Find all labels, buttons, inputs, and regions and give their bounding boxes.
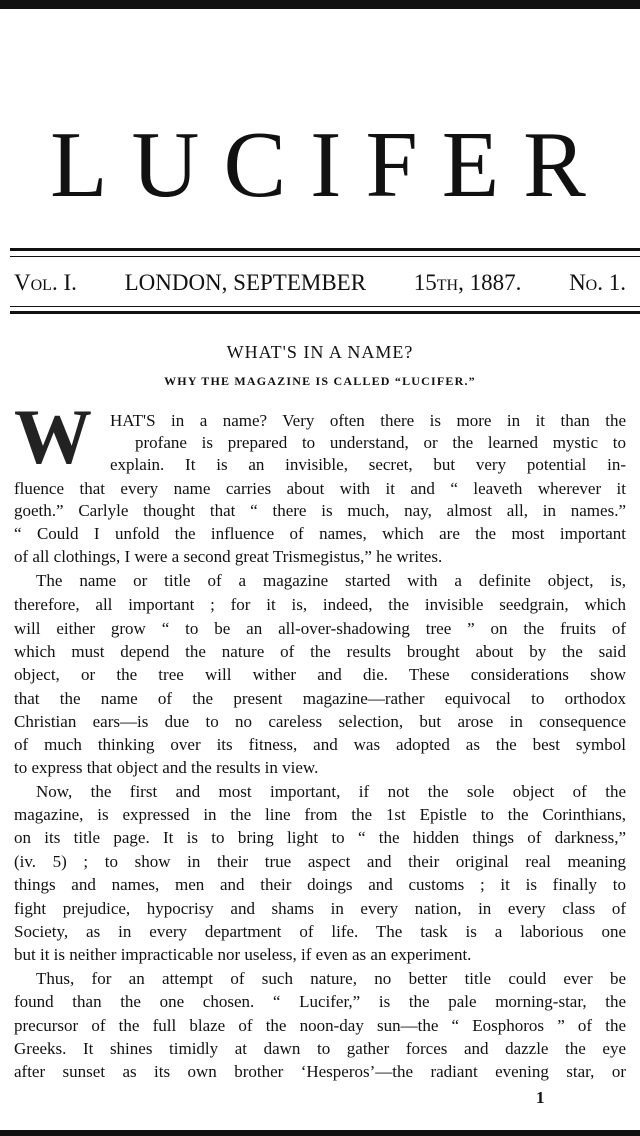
text-line: fight prejudice, hypocrisy and shams in every nation, in every class of	[14, 899, 626, 918]
masthead-title: LUCIFER	[50, 113, 610, 217]
text-line: found than the one chosen. “ Lucifer,” is the pale morning-star, the	[14, 992, 626, 1011]
text-line: precursor of the full blaze of the noon-day sun—the “ Eosphoros ” of the	[14, 1016, 626, 1035]
text-line: to express that object and the results in view.	[14, 758, 319, 777]
text-line: that the name of the present magazine—rather equivocal to orthodox	[14, 689, 626, 708]
top-border	[0, 0, 640, 9]
text-line: fluence that every name carries about with it and “ leaveth wherever it	[14, 479, 626, 498]
page-number: 1	[536, 1088, 545, 1107]
text-line: of much thinking over its fitness, and was adopted as the best symbol	[14, 735, 626, 754]
text-line: profane is prepared to understand, or the learned mystic to	[135, 433, 626, 452]
text-line: Society, as in every department of life. The task is a laborious one	[14, 922, 626, 941]
bottom-border	[0, 1130, 640, 1136]
text-line: “ Could I unfold the influence of names, which are the most important	[14, 524, 626, 543]
text-line: on its title page. It is to bring light to “ the hidden things of darkness,”	[14, 828, 626, 847]
rule-top-thick	[10, 248, 640, 251]
volume-label: Vol. I.	[14, 270, 77, 295]
text-line: which must depend the nature of the results brought about by the said	[14, 642, 626, 661]
text-line: therefore, all important ; for it is, indeed, the invisible seedgrain, which	[14, 595, 626, 614]
text-line: Greeks. It shines timidly at dawn to gather forces and dazzle the eye	[14, 1039, 626, 1058]
text-line: Thus, for an attempt of such nature, no better title could ever be	[36, 969, 626, 988]
text-line: object, or the tree will wither and die. These considerations show	[14, 665, 626, 684]
article-title: WHAT'S IN A NAME?	[226, 342, 414, 362]
rule-bottom-thick	[10, 311, 640, 314]
text-line: (iv. 5) ; to show in their true aspect and their original real meaning	[14, 852, 626, 871]
text-line: HAT'S in a name? Very often there is more in it than the	[110, 411, 626, 430]
text-line: Now, the first and most important, if not the sole object of the	[36, 782, 626, 801]
text-line: explain. It is an invisible, secret, but very potential in-	[110, 455, 626, 474]
text-line: goeth.” Carlyle thought that “ there is much, nay, almost all, in names.”	[14, 501, 626, 520]
article-subtitle: WHY THE MAGAZINE IS CALLED “LUCIFER.”	[164, 374, 476, 388]
text-line: magazine, is expressed in the line from the 1st Epistle to the Corinthians,	[14, 805, 626, 824]
issue-number: No. 1.	[569, 270, 626, 295]
place-date: LONDON, SEPTEMBER	[124, 270, 367, 295]
issue-day: 15th, 1887.	[413, 270, 522, 295]
text-line: after sunset as its own brother ‘Hesperos’—the radiant evening star, or	[14, 1062, 626, 1081]
issue-line	[14, 270, 626, 296]
text-line: The name or title of a magazine started with a definite object, is,	[36, 571, 626, 590]
rule-top-thin	[10, 256, 640, 257]
rule-bottom-thin	[10, 306, 640, 307]
text-line: will either grow “ to be an all-over-shadowing tree ” on the fruits of	[14, 619, 626, 638]
text-line: but it is neither impracticable nor useless, if even as an experiment.	[14, 945, 472, 964]
text-line: of all clothings, I were a second great Trismegistus,” he writes.	[14, 547, 443, 566]
text-line: Christian ears—is due to no careless selection, but arose in consequence	[14, 712, 626, 731]
text-line: things and names, men and their doings and customs ; it is finally to	[14, 875, 626, 894]
drop-cap: W	[14, 393, 92, 480]
